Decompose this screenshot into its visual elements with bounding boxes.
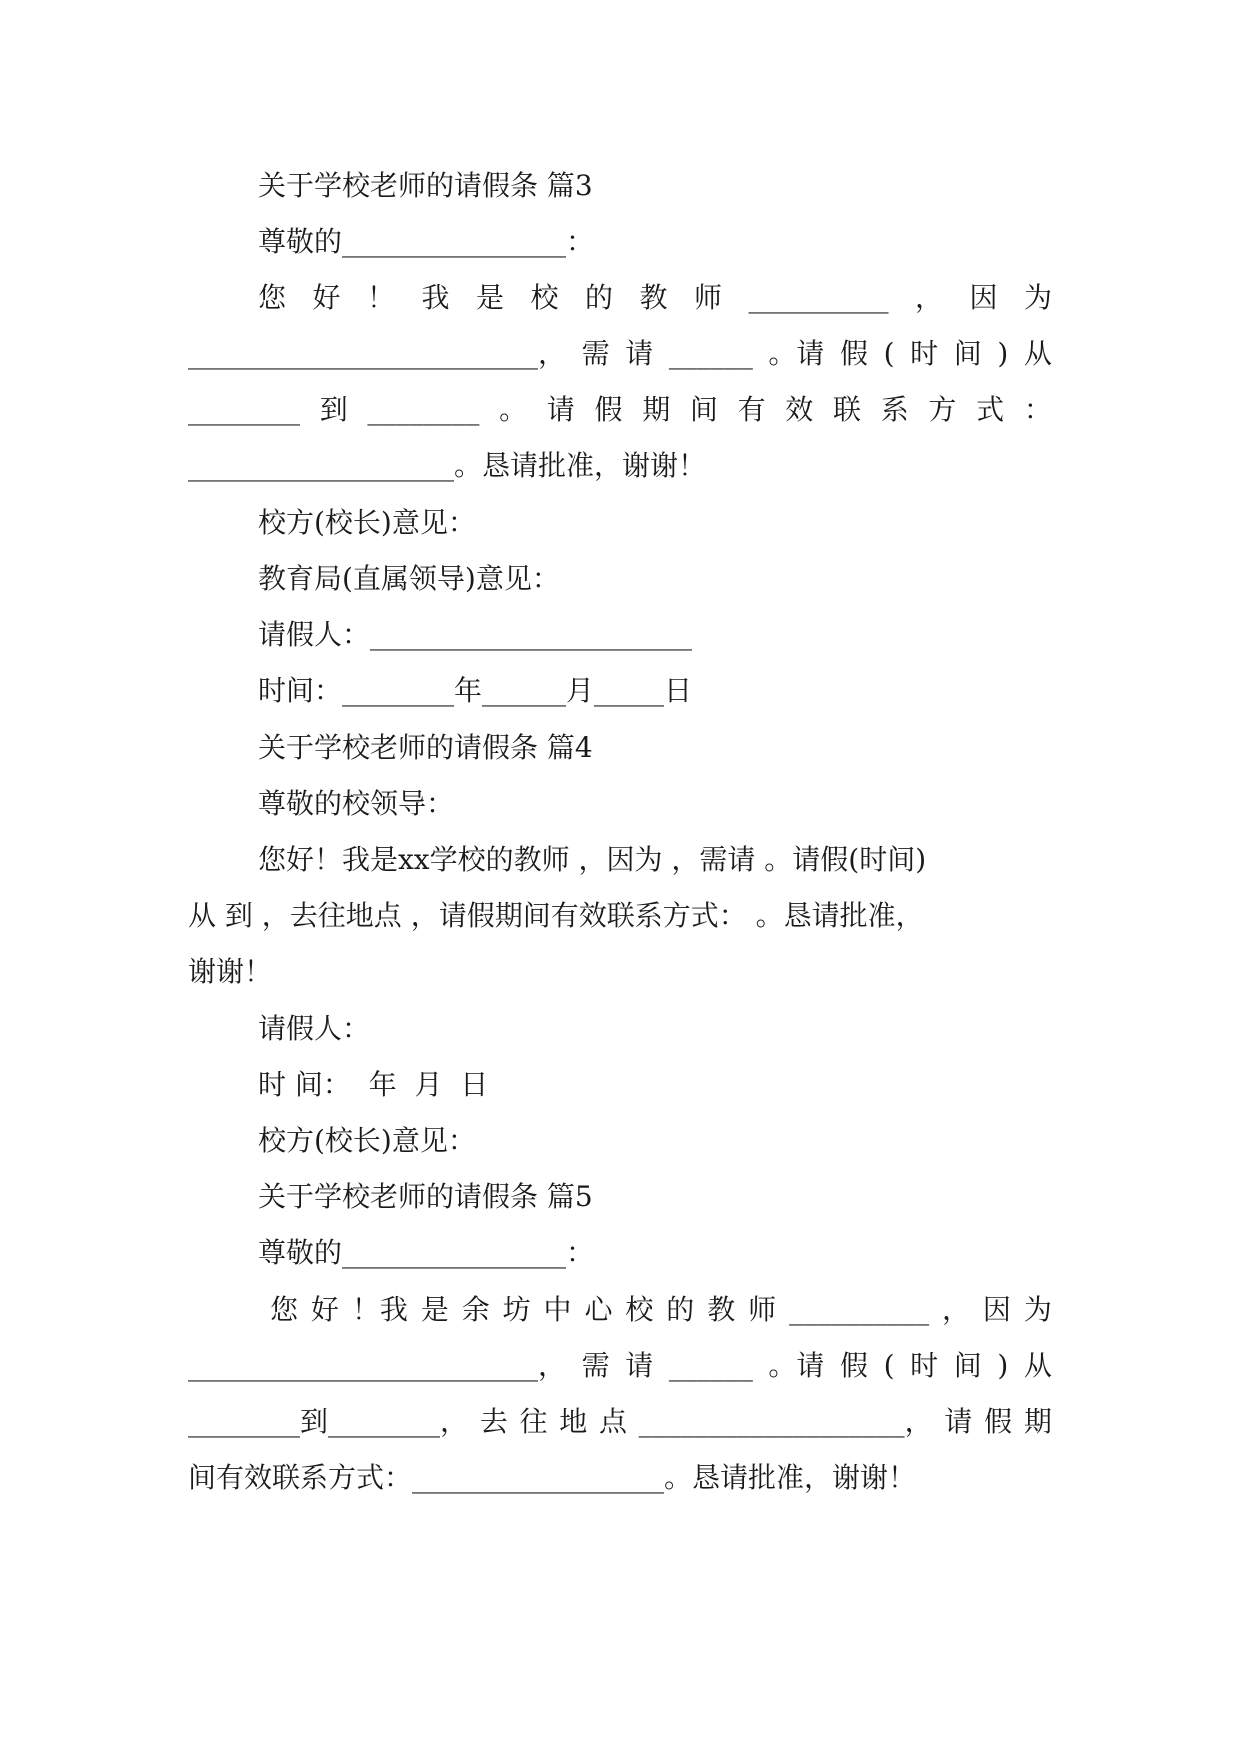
section5-para-line2 xyxy=(188,1346,1052,1386)
text-fragment: 假 xyxy=(984,1405,1013,1438)
text-fragment: ______ xyxy=(668,337,753,370)
text-fragment: 往 xyxy=(519,1405,548,1438)
text-fragment: 间 xyxy=(953,1349,982,1382)
text-fragment: 时 xyxy=(910,1349,939,1382)
text-fragment: 请 xyxy=(625,337,654,370)
section3-date: 时间：________年______月_____日 xyxy=(258,674,693,707)
text-fragment: ( xyxy=(883,1349,895,1382)
text-fragment: 校 xyxy=(530,281,559,314)
text-fragment: ) xyxy=(997,337,1009,370)
section3-para-line2 xyxy=(188,334,1052,374)
text-fragment: 方 xyxy=(928,393,957,426)
text-fragment: 间 xyxy=(689,393,718,426)
text-fragment: 心 xyxy=(584,1293,613,1326)
text-fragment: 师 xyxy=(748,1293,777,1326)
section4-applicant: 请假人： xyxy=(258,1012,371,1045)
text-fragment: 教 xyxy=(707,1293,736,1326)
text-fragment: 余 xyxy=(461,1293,490,1326)
section4-para-line2: 从 到 ，去往地点 ，请假期间有效联系方式： 。恳请批准， xyxy=(188,899,924,932)
section3-salutation: 尊敬的________________： xyxy=(258,225,595,258)
text-fragment: 好 xyxy=(310,1293,339,1326)
text-fragment: 联 xyxy=(833,393,862,426)
text-fragment: 式 xyxy=(976,393,1005,426)
text-fragment: 请 xyxy=(546,393,575,426)
text-fragment: 因 xyxy=(969,281,998,314)
text-fragment: 系 xyxy=(880,393,909,426)
section5-para-line4: 间有效联系方式：__________________。恳请批准，谢谢！ xyxy=(188,1461,917,1494)
text-fragment: ___________________， xyxy=(638,1405,933,1438)
text-fragment: ________ xyxy=(188,393,300,426)
text-fragment: 中 xyxy=(543,1293,572,1326)
section5-para-line3 xyxy=(188,1402,1052,1442)
text-fragment: 时 xyxy=(910,337,939,370)
text-fragment: _________________________， xyxy=(188,1349,567,1382)
text-fragment: 间 xyxy=(953,337,982,370)
section3-heading: 关于学校老师的请假条 篇3 xyxy=(258,169,593,202)
text-fragment: ______ xyxy=(668,1349,753,1382)
text-fragment: 效 xyxy=(785,393,814,426)
text-fragment: __________ xyxy=(789,1293,930,1326)
section5-heading: 关于学校老师的请假条 篇5 xyxy=(258,1180,593,1213)
text-fragment: ， xyxy=(914,281,943,314)
section4-heading: 关于学校老师的请假条 篇4 xyxy=(258,731,593,764)
text-fragment: 假 xyxy=(594,393,623,426)
text-fragment: 假 xyxy=(840,1349,869,1382)
text-fragment: 从 xyxy=(1023,1349,1052,1382)
text-fragment: 教 xyxy=(639,281,668,314)
text-fragment: 去 xyxy=(479,1405,508,1438)
text-fragment: 校 xyxy=(625,1293,654,1326)
section4-salutation: 尊敬的校领导： xyxy=(258,787,455,820)
text-fragment: 为 xyxy=(1023,281,1052,314)
section3-para-line1 xyxy=(188,278,1052,318)
section4-para-line3: 谢谢！ xyxy=(188,955,273,988)
section5-salutation: 尊敬的________________： xyxy=(258,1236,595,1269)
text-fragment: ！我 xyxy=(351,1293,408,1326)
text-fragment: ) xyxy=(997,1349,1009,1382)
text-fragment: 您 xyxy=(270,1293,299,1326)
section3-para-line3 xyxy=(188,390,1052,430)
text-fragment: 需 xyxy=(581,337,610,370)
text-fragment: ， xyxy=(941,1293,970,1326)
section4-school-opinion: 校方(校长)意见： xyxy=(258,1124,476,1157)
text-fragment: 是 xyxy=(476,281,505,314)
text-fragment: 我 xyxy=(421,281,450,314)
text-fragment: 。请 xyxy=(768,1349,825,1382)
section4-date: 时 间： 年 月 日 xyxy=(258,1068,489,1101)
text-fragment: 的 xyxy=(666,1293,695,1326)
section3-bureau-opinion: 教育局(直属领导)意见： xyxy=(258,562,560,595)
text-fragment: 期 xyxy=(642,393,671,426)
text-fragment: ________到________， xyxy=(188,1405,469,1438)
text-fragment: 有 xyxy=(737,393,766,426)
text-fragment: 是 xyxy=(420,1293,449,1326)
text-fragment: 假 xyxy=(840,337,869,370)
text-fragment: 坊 xyxy=(502,1293,531,1326)
text-fragment: 需 xyxy=(581,1349,610,1382)
text-fragment: 师 xyxy=(694,281,723,314)
section3-applicant: 请假人：_______________________ xyxy=(258,618,693,651)
text-fragment: 点 xyxy=(598,1405,627,1438)
text-fragment: ( xyxy=(883,337,895,370)
text-fragment: 因 xyxy=(982,1293,1011,1326)
section5-para-line1 xyxy=(188,1290,1052,1330)
section3-school-opinion: 校方(校长)意见： xyxy=(258,506,476,539)
text-fragment: 请 xyxy=(625,1349,654,1382)
section3-para-line4: ___________________。恳请批准，谢谢！ xyxy=(188,449,707,482)
text-fragment: 地 xyxy=(559,1405,588,1438)
text-fragment: _________________________， xyxy=(188,337,567,370)
text-fragment: 请 xyxy=(944,1405,973,1438)
text-fragment: __________ xyxy=(748,281,889,314)
text-fragment: ________ xyxy=(367,393,480,426)
section4-para-line1: 您好！我是xx学校的教师 ，因为 ，需请 。请假(时间) xyxy=(258,843,927,876)
text-fragment: ！ xyxy=(367,281,396,314)
text-fragment: 好 xyxy=(312,281,341,314)
text-fragment: 。请 xyxy=(768,337,825,370)
text-fragment: 。 xyxy=(499,393,528,426)
text-fragment: 您 xyxy=(258,281,287,314)
text-fragment: 期 xyxy=(1023,1405,1052,1438)
text-fragment: ： xyxy=(1023,393,1052,426)
text-fragment: 为 xyxy=(1023,1293,1052,1326)
text-fragment: 到 xyxy=(319,393,348,426)
text-fragment: 从 xyxy=(1023,337,1052,370)
text-fragment: 的 xyxy=(585,281,614,314)
